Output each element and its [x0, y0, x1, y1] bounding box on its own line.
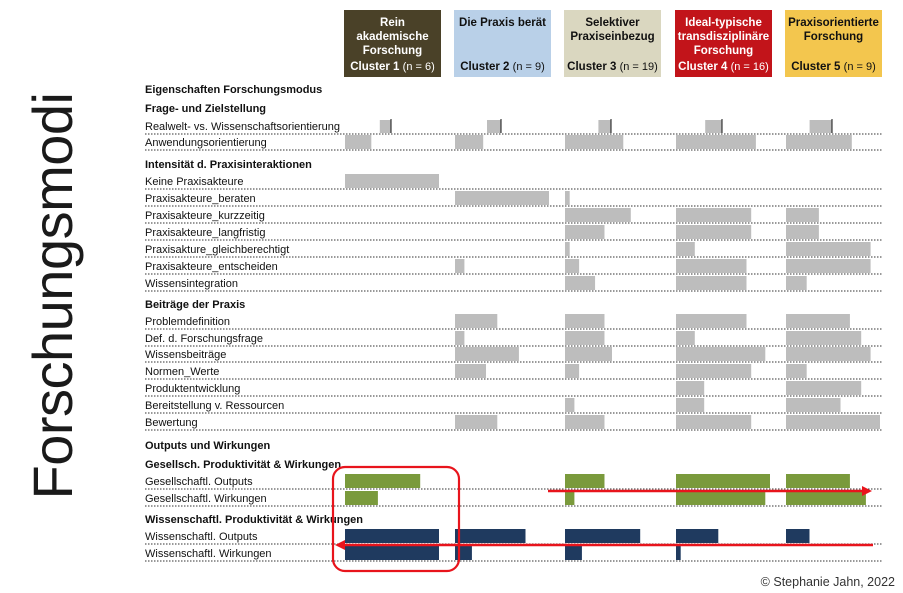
row-label: Problemdefinition [145, 316, 230, 328]
bar [676, 225, 751, 239]
section-header: Eigenschaften Forschungsmodus [145, 84, 323, 96]
bar [786, 529, 810, 543]
row-label: Gesellschaftl. Wirkungen [145, 493, 267, 505]
bar [345, 529, 439, 543]
bar [455, 314, 497, 328]
section-header: Intensität d. Praxisinteraktionen [145, 159, 312, 171]
row-label: Realwelt- vs. Wissenschaftsorientierung [145, 121, 341, 133]
bar [565, 135, 623, 149]
cluster-label: Cluster 3 [567, 61, 617, 73]
bar [676, 529, 718, 543]
bar [565, 347, 612, 361]
row-label: Wissensintegration [145, 278, 238, 290]
bar [786, 331, 861, 345]
bar [676, 546, 681, 560]
bar [786, 474, 850, 488]
bar [676, 208, 751, 222]
row-label: Gesellschaftl. Outputs [145, 476, 253, 488]
row-label: Normen_Werte [145, 366, 220, 378]
bar [565, 208, 631, 222]
cluster-name: Selektiver Praxiseinbezug [570, 17, 655, 43]
bar [786, 415, 880, 429]
bar [345, 174, 439, 188]
bar [676, 276, 747, 290]
row-label: Def. d. Forschungsfrage [145, 333, 264, 345]
section-header: Outputs und Wirkungen [145, 440, 271, 452]
bar [455, 135, 483, 149]
bar [676, 415, 751, 429]
row-label: Wissensbeiträge [145, 349, 227, 361]
bar [565, 398, 574, 412]
section-header: Beiträge der Praxis [145, 299, 246, 311]
bar [676, 331, 695, 345]
row-label: Praxisakteure_langfristig [145, 227, 266, 239]
row-label: Produktentwicklung [145, 383, 241, 395]
section-header: Wissenschaftl. Produktivität & Wirkungen [145, 514, 364, 526]
row-label: Anwendungsorientierung [145, 137, 267, 149]
row-label: Wissenschaftl. Outputs [145, 531, 258, 543]
bar [565, 225, 604, 239]
bar [565, 314, 604, 328]
cluster-label: Cluster 4 [678, 61, 728, 73]
copyright-note: © Stephanie Jahn, 2022 [760, 575, 895, 589]
row-label: Bewertung [145, 417, 198, 429]
bar [786, 135, 852, 149]
bar [676, 398, 704, 412]
bar [565, 331, 604, 345]
chart-title: Forschungsmodi [21, 92, 84, 500]
bar [565, 191, 570, 205]
bar [565, 474, 604, 488]
bar [565, 364, 579, 378]
bar [487, 120, 501, 133]
row-label: Praxisakteure_entscheiden [145, 261, 278, 273]
bar [705, 120, 722, 133]
bar [455, 259, 464, 273]
arrow-right-head [862, 486, 872, 496]
bar [676, 347, 765, 361]
arrow-left-head [335, 540, 345, 550]
bar [786, 259, 871, 273]
bar [786, 347, 871, 361]
bar [676, 381, 704, 395]
cluster-label: Cluster 2 [460, 61, 510, 73]
cluster-name: Ideal-typische transdisziplinäre Forschung [677, 17, 770, 57]
bar [676, 259, 747, 273]
cluster-name: Praxisorientierte Forschung [788, 17, 879, 43]
bar [676, 491, 765, 505]
cluster-label: Cluster 5 [791, 61, 841, 73]
bar [786, 276, 807, 290]
bar [786, 242, 871, 256]
bar [345, 474, 420, 488]
bar [455, 529, 526, 543]
bar [565, 415, 604, 429]
bar [786, 491, 866, 505]
cluster-count: (n = 19) [619, 61, 658, 73]
bar [786, 225, 819, 239]
bar [455, 415, 497, 429]
section-header: Frage- und Zielstellung [145, 103, 267, 115]
bar [565, 529, 640, 543]
cluster-count: (n = 9) [512, 61, 545, 73]
bar [786, 364, 807, 378]
bar [786, 208, 819, 222]
bar [786, 381, 861, 395]
bar [455, 364, 486, 378]
bar [455, 546, 472, 560]
bar [565, 546, 582, 560]
cluster-count: (n = 9) [843, 61, 876, 73]
bar [345, 135, 371, 149]
bar [676, 314, 747, 328]
row-label: Bereitstellung v. Ressourcen [145, 400, 285, 412]
row-label: Praxisakteure_beraten [145, 193, 256, 205]
bar [565, 242, 570, 256]
bar [455, 347, 519, 361]
bar [786, 314, 850, 328]
row-label: Keine Praxisakteure [145, 176, 244, 188]
bar [786, 398, 841, 412]
bar [455, 331, 464, 345]
bar [345, 546, 439, 560]
bar [810, 120, 832, 133]
bar [345, 491, 378, 505]
cluster-name: Die Praxis berät [459, 17, 546, 29]
bar [676, 474, 770, 488]
bar [676, 364, 751, 378]
row-label: Praxisakture_gleichberechtigt [145, 244, 290, 256]
cluster-count: (n = 16) [730, 61, 769, 73]
bar [676, 242, 695, 256]
bar [565, 491, 574, 505]
bar [565, 276, 595, 290]
cluster-count: (n = 6) [402, 61, 435, 73]
bar [676, 135, 756, 149]
cluster-name: Rein akademische Forschung [356, 17, 429, 57]
bar [565, 259, 579, 273]
section-header: Gesellsch. Produktivität & Wirkungen [145, 459, 342, 471]
bar [380, 120, 391, 133]
bar [455, 191, 549, 205]
row-label: Praxisakteure_kurzzeitig [145, 210, 265, 222]
cluster-label: Cluster 1 [350, 61, 400, 73]
row-label: Wissenschaftl. Wirkungen [145, 548, 272, 560]
bar [598, 120, 611, 133]
